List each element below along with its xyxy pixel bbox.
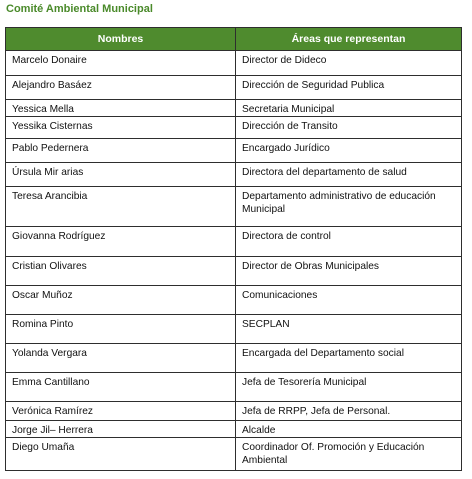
- header-areas: Áreas que representan: [236, 28, 462, 51]
- member-name: Emma Cantillano: [6, 373, 236, 402]
- table-row: [6, 187, 462, 227]
- member-area: Dirección de Seguridad Publica: [236, 76, 462, 100]
- member-area: Comunicaciones: [236, 286, 462, 315]
- member-name: Romina Pinto: [6, 315, 236, 344]
- table-row: [6, 163, 462, 187]
- table-row: [6, 257, 462, 286]
- member-name: Cristian Olivares: [6, 257, 236, 286]
- member-name: Diego Umaña: [6, 438, 236, 471]
- table-row: [6, 421, 462, 438]
- member-area: Director de Obras Municipales: [236, 257, 462, 286]
- member-area: Directora de control: [236, 227, 462, 257]
- table-header-row: [6, 28, 462, 51]
- table-row: [6, 139, 462, 163]
- table-row: [6, 438, 462, 471]
- member-area: Jefa de RRPP, Jefa de Personal.: [236, 402, 462, 421]
- member-area: Secretaria Municipal: [236, 100, 462, 117]
- table-row: [6, 100, 462, 117]
- table-row: [6, 76, 462, 100]
- member-area: Dirección de Transito: [236, 117, 462, 139]
- member-area: SECPLAN: [236, 315, 462, 344]
- member-name: Alejandro Basáez: [6, 76, 236, 100]
- member-area: Departamento administrativo de educación Municipal: [236, 187, 462, 227]
- table-row: [6, 227, 462, 257]
- member-area: Directora del departamento de salud: [236, 163, 462, 187]
- document-title: Comité Ambiental Municipal: [6, 3, 153, 15]
- table-row: [6, 51, 462, 76]
- member-name: Úrsula Mir arias: [6, 163, 236, 187]
- table-row: [6, 315, 462, 344]
- member-name: Pablo Pedernera: [6, 139, 236, 163]
- member-area: Encargada del Departamento social: [236, 344, 462, 373]
- member-name: Yolanda Vergara: [6, 344, 236, 373]
- table-row: [6, 286, 462, 315]
- table-row: [6, 117, 462, 139]
- table-row: [6, 402, 462, 421]
- member-name: Teresa Arancibia: [6, 187, 236, 227]
- member-name: Oscar Muñoz: [6, 286, 236, 315]
- member-area: Jefa de Tesorería Municipal: [236, 373, 462, 402]
- member-area: Encargado Jurídico: [236, 139, 462, 163]
- member-area: Director de Dideco: [236, 51, 462, 76]
- member-name: Verónica Ramírez: [6, 402, 236, 421]
- member-area: Alcalde: [236, 421, 462, 438]
- table-row: [6, 344, 462, 373]
- member-name: Marcelo Donaire: [6, 51, 236, 76]
- member-name: Yessika Cisternas: [6, 117, 236, 139]
- member-name: Yessica Mella: [6, 100, 236, 117]
- member-name: Jorge Jil– Herrera: [6, 421, 236, 438]
- committee-table: [5, 27, 462, 471]
- header-names: Nombres: [6, 28, 236, 51]
- member-area: Coordinador Of. Promoción y Educación Ambiental: [236, 438, 462, 471]
- member-name: Giovanna Rodríguez: [6, 227, 236, 257]
- table-row: [6, 373, 462, 402]
